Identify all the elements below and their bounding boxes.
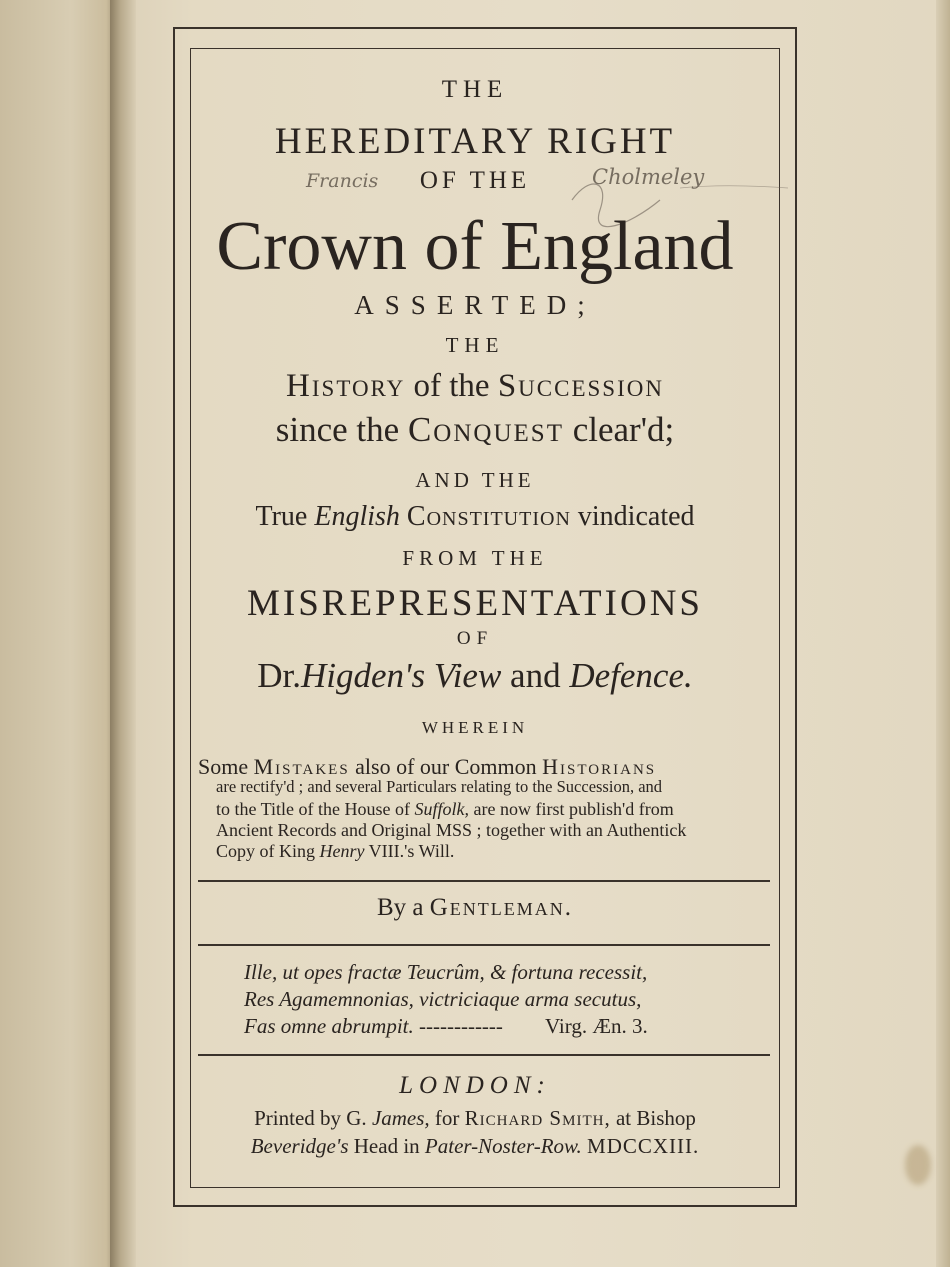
dr-text: Dr.	[257, 656, 302, 695]
succession-text: Succession	[497, 368, 664, 404]
epigraph-line-3: Fas omne abrumpit. ------------	[244, 1014, 503, 1038]
english-text: English	[314, 501, 400, 532]
since-the-text: since the	[275, 410, 400, 449]
desc-common: also of our Common	[355, 754, 537, 779]
title-line-from-the: FROM THE	[402, 546, 548, 570]
imprint-bishop: at Bishop	[615, 1106, 696, 1130]
title-line-misrepresentations: MISREPRESENTATIONS	[246, 583, 704, 624]
imprint-richard-smith: Richard Smith,	[464, 1106, 611, 1130]
description-line-4: Ancient Records and Original MSS ; together with an Authentick	[216, 820, 687, 840]
title-line-of: OF	[456, 628, 494, 649]
title-line-higden	[0, 656, 950, 696]
desc-title-house: to the Title of the House of	[216, 799, 410, 819]
imprint-pater-noster-row: Pater-Noster-Row.	[424, 1134, 582, 1158]
desc-henry: Henry	[319, 841, 365, 861]
vindicated-text: vindicated	[577, 501, 695, 532]
desc-historians: Historians	[542, 754, 657, 779]
defence-text: Defence.	[569, 656, 693, 695]
higden-view-text: Higden's View	[301, 656, 502, 695]
epigraph-line-1: Ille, ut opes fractæ Teucrûm, & fortuna recessit,	[244, 960, 648, 984]
desc-copy-king: Copy of King	[216, 841, 315, 861]
imprint-beveridge: Beveridge's	[250, 1134, 349, 1158]
author-by: By a	[376, 894, 424, 921]
imprint-line-1	[0, 1106, 950, 1131]
imprint-head-in: Head in	[353, 1134, 420, 1158]
true-text: True	[255, 501, 308, 532]
title-line-conquest	[0, 410, 950, 450]
constitution-text: Constitution	[406, 501, 571, 532]
signature-last-name: Cholmeley	[592, 165, 705, 189]
history-text: History	[286, 368, 406, 404]
epigraph-line-2: Res Agamemnonias, victriciaque arma secutus,	[244, 987, 642, 1011]
desc-some: Some	[198, 754, 249, 779]
desc-will: VIII.'s Will.	[368, 841, 455, 861]
title-line-the-2: THE	[445, 333, 505, 357]
and-text: and	[510, 656, 561, 695]
author-line	[0, 894, 950, 922]
imprint-city: LONDON:	[399, 1072, 551, 1099]
imprint-date: MDCCXIII.	[587, 1134, 700, 1158]
author-name: Gentleman.	[429, 894, 574, 921]
desc-mistakes: Mistakes	[253, 754, 350, 779]
description-line-3	[216, 799, 790, 820]
cleard-text: clear'd;	[572, 410, 675, 449]
desc-published: are now first publish'd from	[473, 799, 674, 819]
title-line-crown-of-england: Crown of England	[216, 208, 734, 285]
epigraph-source: Virg. Æn. 3.	[545, 1014, 648, 1038]
wherein-heading: WHEREIN	[421, 718, 529, 737]
imprint-printed-by: Printed by G.	[254, 1106, 367, 1130]
description-line-5	[216, 841, 790, 862]
conquest-text: Conquest	[407, 410, 564, 449]
imprint-for: for	[434, 1106, 460, 1130]
title-line-history-succession	[0, 368, 950, 405]
rule-2	[198, 944, 770, 946]
title-line-the: THE	[441, 76, 509, 103]
title-line-hereditary-right: HEREDITARY RIGHT	[274, 121, 676, 162]
description-line-2: are rectify'd ; and several Particulars relating to the Succession, and	[216, 777, 663, 796]
desc-suffolk: Suffolk,	[414, 799, 469, 819]
title-line-of-the: OF THE	[419, 167, 531, 194]
rule-3	[198, 1054, 770, 1056]
rule-1	[198, 880, 770, 882]
signature-first-name: Francis	[306, 170, 379, 192]
of-the-text: of the	[413, 368, 490, 404]
title-line-and-the: AND THE	[415, 468, 535, 492]
imprint-james: James,	[371, 1106, 430, 1130]
title-line-asserted: ASSERTED;	[354, 290, 596, 320]
imprint-line-2	[0, 1134, 950, 1159]
title-line-constitution	[0, 501, 950, 533]
